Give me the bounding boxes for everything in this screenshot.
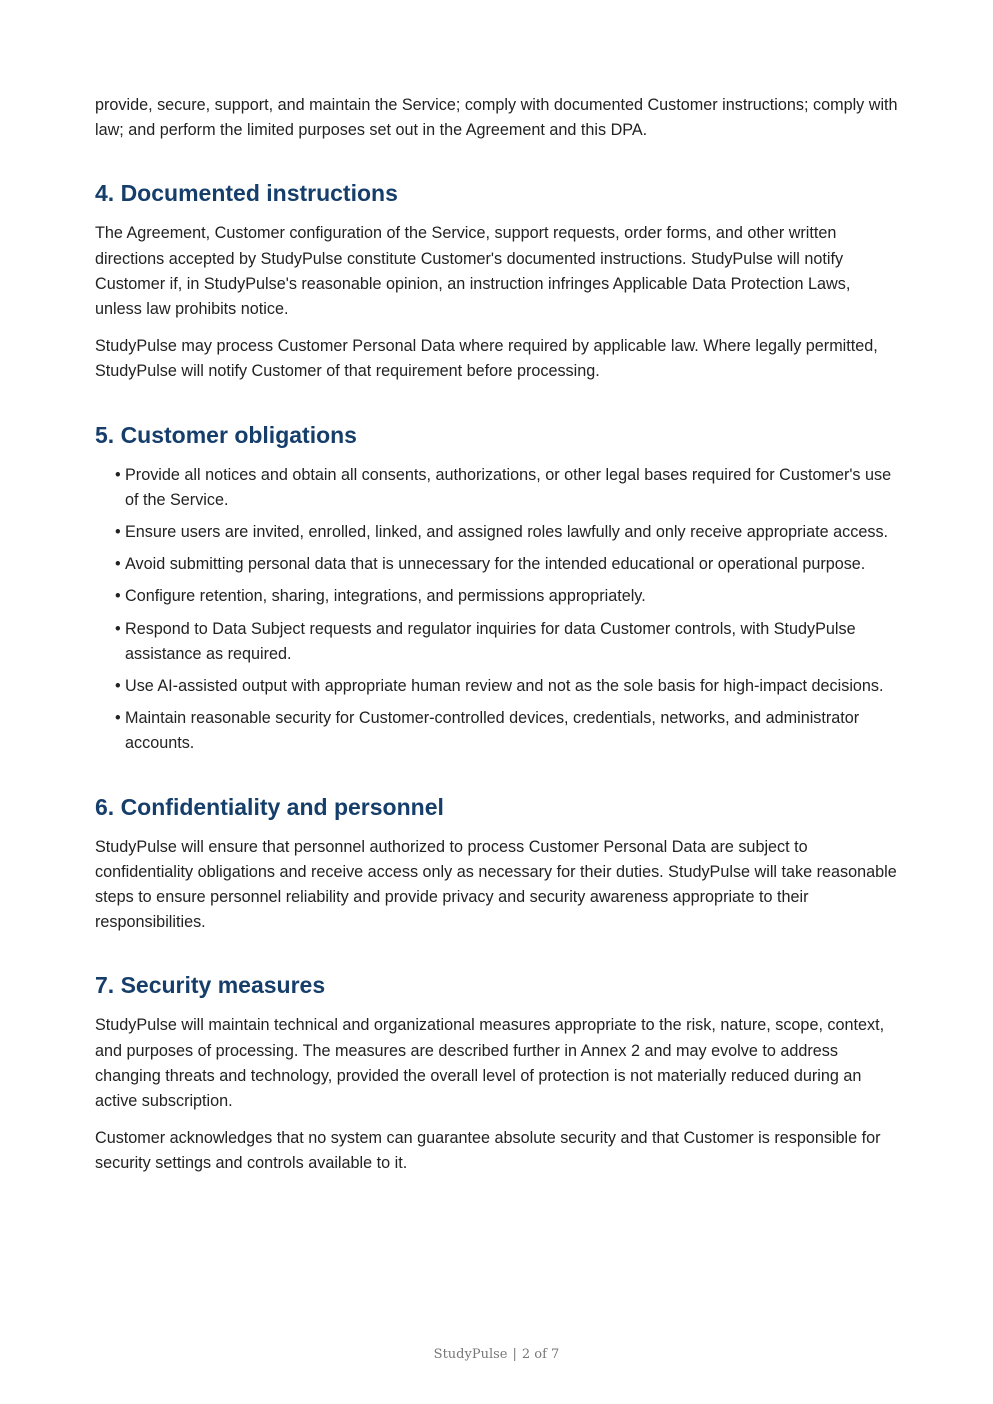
bullet-icon: • (115, 677, 121, 696)
list-item (115, 584, 900, 609)
page-footer (0, 1347, 993, 1362)
bullet-icon: • (115, 709, 121, 728)
list-item-text: Configure retention, sharing, integrations, and permissions appropriately. (125, 587, 646, 606)
footer-brand: StudyPulse (433, 1347, 508, 1362)
list-item-text: Maintain reasonable security for Customer-controlled devices, credentials, networks, and administrator accounts. (125, 709, 860, 753)
list-item-text: Ensure users are invited, enrolled, linked, and assigned roles lawfully and only receive appropriate access. (125, 523, 889, 542)
list-item (115, 552, 900, 577)
list-item-text: Respond to Data Subject requests and regulator inquiries for data Customer controls, with StudyPulse assistance as required. (125, 619, 856, 663)
list-item (115, 674, 900, 699)
section-4-paragraph-1: The Agreement, Customer configuration of the Service, support requests, order forms, and other written directions accepted by StudyPulse constitute Customer's documented instructions. StudyPulse will notify Customer if, in StudyPulse's reasonable opinion, an instruction infringes Applicable Data Protection Laws, unless law prohibits notice. (95, 224, 851, 319)
section-7-paragraph-1: StudyPulse will maintain technical and organizational measures appropriate to the risk, nature, scope, context, and purposes of processing. The measures are described further in Annex 2 and may evolve to address changing threats and technology, provided the overall level of protection is not materially reduced during an active subscription. (95, 1016, 885, 1111)
section-5-heading: 5. Customer obligations (95, 421, 357, 448)
list-item (115, 520, 900, 545)
intro-paragraph: provide, secure, support, and maintain the Service; comply with documented Customer instructions; comply with law; and perform the limited purposes set out in the Agreement and this DPA. (95, 96, 898, 140)
footer-separator: | (512, 1347, 517, 1362)
page-number: 2 of 7 (521, 1347, 560, 1362)
customer-obligations-list (95, 463, 900, 757)
section-7-paragraph-2: Customer acknowledges that no system can guarantee absolute security and that Customer is responsible for security settings and controls available to it. (95, 1129, 881, 1173)
list-item (115, 706, 900, 756)
section-4-paragraph-2: StudyPulse may process Customer Personal Data where required by applicable law. Where legally permitted, StudyPulse will notify Customer of that requirement before processing. (95, 337, 878, 381)
section-6-heading: 6. Confidentiality and personnel (95, 793, 444, 820)
section-7-heading: 7. Security measures (95, 972, 326, 999)
section-6-paragraph-1: StudyPulse will ensure that personnel authorized to process Customer Personal Data are subject to confidentiality obligations and receive access only as necessary for their duties. StudyPulse will take reasonable steps to ensure personnel reliability and provide privacy and security awareness appropriate to their responsibilities. (95, 837, 897, 932)
list-item (115, 463, 900, 513)
list-item-text: Use AI-assisted output with appropriate human review and not as the sole basis for high-impact decisions. (125, 677, 884, 696)
section-4-heading: 4. Documented instructions (95, 180, 398, 207)
bullet-icon: • (115, 619, 121, 638)
list-item-text: Avoid submitting personal data that is unnecessary for the intended educational or operational purpose. (125, 555, 866, 574)
bullet-icon: • (115, 555, 121, 574)
bullet-icon: • (115, 465, 121, 484)
page-content (95, 93, 900, 1189)
list-item (115, 617, 900, 667)
bullet-icon: • (115, 523, 121, 542)
bullet-icon: • (115, 587, 121, 606)
list-item-text: Provide all notices and obtain all consents, authorizations, or other legal bases required for Customer's use of the Service. (125, 465, 892, 509)
